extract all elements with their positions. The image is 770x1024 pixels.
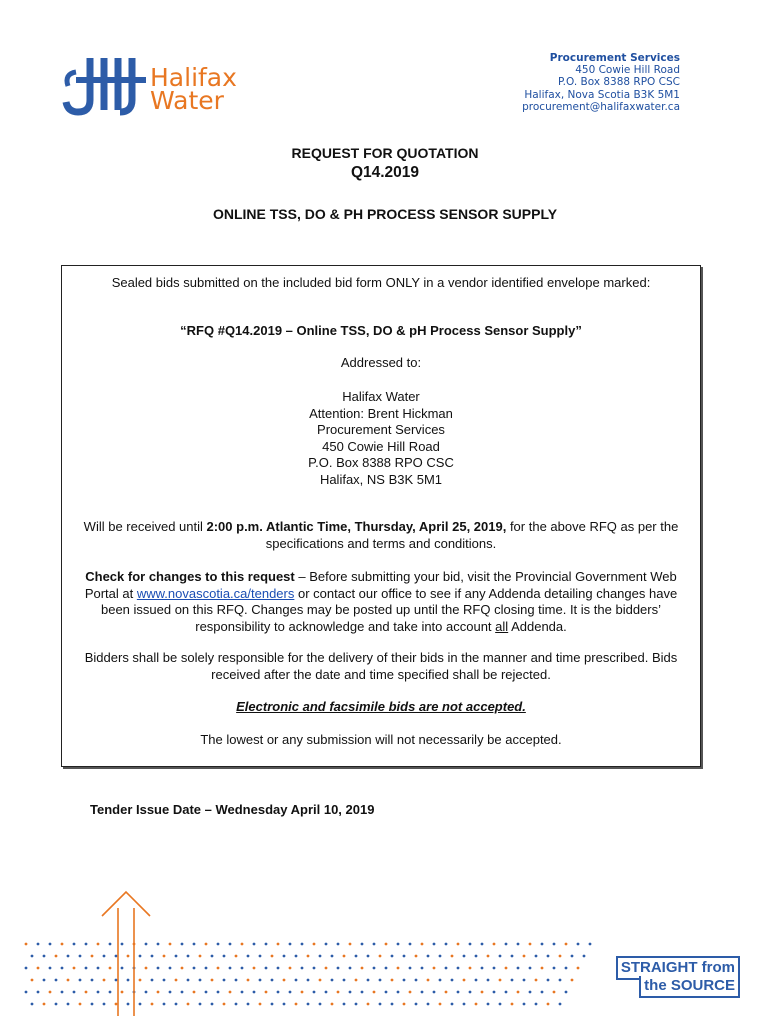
tenders-link[interactable]: www.novascotia.ca/tenders: [136, 585, 295, 601]
decor-dot: [403, 979, 406, 982]
decor-dot: [61, 943, 64, 946]
deadline-suffix: for the above RFQ as per the specifications and terms and conditions.: [265, 519, 679, 551]
decor-dot: [529, 967, 532, 970]
decor-dot: [211, 1003, 214, 1006]
decor-dot: [379, 979, 382, 982]
decor-dot: [349, 943, 352, 946]
decor-dot: [325, 967, 328, 970]
decor-dot: [535, 979, 538, 982]
decor-dot: [289, 967, 292, 970]
decor-dot: [529, 991, 532, 994]
decor-dot: [403, 955, 406, 958]
decor-dot: [433, 943, 436, 946]
check-label: Check for changes to this request: [85, 569, 295, 584]
decor-dot: [247, 979, 250, 982]
decor-dot: [361, 991, 364, 994]
decor-dot: [235, 979, 238, 982]
decor-dot: [67, 979, 70, 982]
decor-dot: [67, 955, 70, 958]
decor-dot: [331, 955, 334, 958]
decor-dot: [265, 943, 268, 946]
decor-dot: [265, 991, 268, 994]
decor-dot: [367, 955, 370, 958]
decor-dot: [397, 967, 400, 970]
decor-dot: [553, 991, 556, 994]
decor-dot: [361, 943, 364, 946]
electronic-bids-notice: Electronic and facsimile bids are not accepted.: [236, 699, 526, 714]
decor-dot: [397, 991, 400, 994]
bid-notice-box: [61, 265, 701, 767]
decor-dot: [337, 943, 340, 946]
decor-dot: [337, 991, 340, 994]
decor-dot: [415, 979, 418, 982]
decor-dot: [559, 979, 562, 982]
decor-dot: [91, 1003, 94, 1006]
decor-dot: [457, 991, 460, 994]
decor-dot: [193, 991, 196, 994]
decor-dot: [325, 943, 328, 946]
decor-dot: [61, 967, 64, 970]
decor-dot: [217, 943, 220, 946]
decor-dot: [541, 991, 544, 994]
decor-dot: [85, 943, 88, 946]
decor-dot: [31, 955, 34, 958]
decor-dot: [229, 967, 232, 970]
decor-dot: [463, 955, 466, 958]
decor-dot: [373, 943, 376, 946]
decor-dot: [475, 1003, 478, 1006]
decor-dot: [55, 1003, 58, 1006]
decor-dot: [223, 979, 226, 982]
decor-dot: [451, 955, 454, 958]
decor-dot: [163, 979, 166, 982]
decor-dot: [343, 1003, 346, 1006]
bidder-responsibility: Bidders shall be solely responsible for the delivery of their bids in the manner and time prescribed. Bids received after the date and time specified shall be rejected.: [84, 650, 678, 682]
decor-dot: [409, 943, 412, 946]
decor-dot: [85, 991, 88, 994]
decor-dot: [439, 955, 442, 958]
decor-dot: [295, 1003, 298, 1006]
decor-dot: [247, 955, 250, 958]
decor-dot: [535, 955, 538, 958]
decor-dot: [427, 955, 430, 958]
decor-dot: [181, 991, 184, 994]
decor-dot: [499, 1003, 502, 1006]
decor-dot: [577, 967, 580, 970]
decor-dot: [253, 967, 256, 970]
decor-dot: [349, 967, 352, 970]
decor-dot: [259, 1003, 262, 1006]
decor-dot: [241, 967, 244, 970]
decor-dot: [391, 979, 394, 982]
check-all: all: [495, 618, 509, 634]
contact-block: [522, 52, 680, 113]
contact-street: 450 Cowie Hill Road: [575, 64, 680, 77]
decor-dot: [271, 955, 274, 958]
decor-dot: [25, 967, 28, 970]
decor-dot: [313, 991, 316, 994]
decor-dot: [517, 967, 520, 970]
decor-dot: [379, 1003, 382, 1006]
submission-deadline: [70, 519, 692, 552]
decor-dot: [313, 967, 316, 970]
decor-dot: [553, 943, 556, 946]
decor-dot: [223, 1003, 226, 1006]
decor-dot: [463, 979, 466, 982]
decor-dot: [457, 943, 460, 946]
decor-dot: [31, 979, 34, 982]
decor-dot: [481, 991, 484, 994]
decor-dot: [67, 1003, 70, 1006]
decor-dot: [295, 979, 298, 982]
decor-dot: [241, 991, 244, 994]
decor-dot: [73, 991, 76, 994]
notice-intro: Sealed bids submitted on the included bid form ONLY in a vendor identified envelope marked:: [111, 275, 651, 290]
decor-dot: [175, 1003, 178, 1006]
decor-dot: [259, 979, 262, 982]
decor-dot: [277, 991, 280, 994]
decor-dot: [559, 1003, 562, 1006]
address-line: Attention: Brent Hickman: [309, 405, 453, 421]
decor-dot: [493, 991, 496, 994]
decor-dot: [379, 955, 382, 958]
decor-dot: [187, 1003, 190, 1006]
decor-dot: [91, 955, 94, 958]
decor-dot: [331, 1003, 334, 1006]
decor-dot: [253, 943, 256, 946]
decor-dot: [55, 955, 58, 958]
decor-dot: [217, 991, 220, 994]
decor-dot: [205, 967, 208, 970]
decor-dot: [583, 955, 586, 958]
decor-dot: [313, 943, 316, 946]
decor-dot: [79, 979, 82, 982]
slogan-line-2: the SOURCE: [639, 976, 740, 998]
decor-dot: [85, 967, 88, 970]
decor-dot: [445, 967, 448, 970]
decor-dot: [205, 991, 208, 994]
decor-dot: [157, 967, 160, 970]
straight-from-source-badge: [604, 956, 740, 998]
decor-dot: [277, 967, 280, 970]
decor-dot: [577, 943, 580, 946]
decor-dot: [307, 979, 310, 982]
decor-dot: [499, 955, 502, 958]
decor-dot: [487, 955, 490, 958]
decor-dot: [373, 967, 376, 970]
decor-dot: [487, 979, 490, 982]
decor-dot: [211, 979, 214, 982]
decor-dot: [295, 955, 298, 958]
decor-dot: [235, 955, 238, 958]
decor-dot: [511, 1003, 514, 1006]
decor-dot: [475, 955, 478, 958]
decor-dot: [433, 967, 436, 970]
decor-dot: [415, 1003, 418, 1006]
decor-dot: [529, 943, 532, 946]
decor-dot: [175, 955, 178, 958]
decor-dot: [271, 1003, 274, 1006]
decor-dot: [187, 979, 190, 982]
logo-line-1: Halifax: [150, 63, 237, 92]
decor-dot: [517, 943, 520, 946]
decor-dot: [181, 967, 184, 970]
decor-dot: [241, 943, 244, 946]
decor-dot: [427, 979, 430, 982]
addressed-to-heading: Addressed to:: [340, 355, 422, 370]
decor-dot: [79, 955, 82, 958]
decor-dot: [403, 1003, 406, 1006]
decor-dot: [217, 967, 220, 970]
decor-dot: [541, 967, 544, 970]
decor-dot: [385, 943, 388, 946]
decor-dot: [235, 1003, 238, 1006]
address-line: Halifax Water: [342, 389, 420, 404]
check-for-changes: [70, 569, 692, 635]
decor-dot: [181, 943, 184, 946]
decor-dot: [565, 943, 568, 946]
decor-dot: [49, 991, 52, 994]
decor-dot: [499, 979, 502, 982]
mailing-address: [62, 389, 700, 488]
contact-city: Halifax, Nova Scotia B3K 5M1: [524, 88, 680, 101]
decor-dot: [157, 991, 160, 994]
decor-dot: [439, 1003, 442, 1006]
decor-dot: [421, 991, 424, 994]
decor-dot: [469, 967, 472, 970]
decor-dot: [493, 943, 496, 946]
decor-dot: [319, 979, 322, 982]
decor-dot: [73, 967, 76, 970]
decor-dot: [175, 979, 178, 982]
decor-dot: [55, 979, 58, 982]
decor-dot: [43, 1003, 46, 1006]
decor-dot: [475, 979, 478, 982]
decor-dot: [397, 943, 400, 946]
decor-dot: [481, 943, 484, 946]
address-line: Procurement Services: [317, 422, 445, 437]
decor-dot: [409, 991, 412, 994]
decor-dot: [505, 943, 508, 946]
decor-dot: [79, 1003, 82, 1006]
decor-dot: [301, 991, 304, 994]
decor-dot: [367, 1003, 370, 1006]
decor-dot: [91, 979, 94, 982]
rfq-envelope-label: “RFQ #Q14.2019 – Online TSS, DO & pH Process Sensor Supply”: [180, 323, 582, 338]
decor-dot: [571, 955, 574, 958]
decor-dot: [37, 991, 40, 994]
decor-dot: [373, 991, 376, 994]
decor-dot: [523, 955, 526, 958]
decor-dot: [37, 943, 40, 946]
decor-dot: [517, 991, 520, 994]
decor-dot: [61, 991, 64, 994]
decor-dot: [211, 955, 214, 958]
decor-dot: [391, 1003, 394, 1006]
decor-dot: [289, 991, 292, 994]
check-text-3: Addenda.: [508, 618, 567, 634]
address-line: 450 Cowie Hill Road: [322, 438, 440, 454]
decor-dot: [391, 955, 394, 958]
decor-dot: [451, 979, 454, 982]
decor-dot: [307, 955, 310, 958]
rfq-number: Q14.2019: [350, 164, 420, 181]
decor-dot: [229, 991, 232, 994]
decor-dot: [169, 943, 172, 946]
decor-dot: [511, 979, 514, 982]
decor-dot: [229, 943, 232, 946]
decor-dot: [415, 955, 418, 958]
decor-dot: [283, 955, 286, 958]
decor-dot: [193, 943, 196, 946]
decor-dot: [523, 979, 526, 982]
tender-issue-date: Tender Issue Date – Wednesday April 10, 2019: [90, 802, 375, 817]
decor-dot: [247, 1003, 250, 1006]
decor-dot: [25, 943, 28, 946]
decor-dot: [571, 979, 574, 982]
decor-dot: [439, 979, 442, 982]
decor-dot: [259, 955, 262, 958]
decor-dot: [511, 955, 514, 958]
decor-dot: [25, 991, 28, 994]
decor-dot: [535, 1003, 538, 1006]
slogan-line-1: STRAIGHT from: [616, 956, 740, 980]
lowest-bid-notice: The lowest or any submission will not necessarily be accepted.: [200, 732, 562, 747]
decor-dot: [31, 1003, 34, 1006]
decor-dot: [325, 991, 328, 994]
deadline-datetime: 2:00 p.m. Atlantic Time, Thursday, April 25, 2019,: [206, 519, 507, 534]
decor-dot: [331, 979, 334, 982]
decor-dot: [505, 991, 508, 994]
check-text-1: – Before submitting your bid, visit the Provincial Government Web Portal at: [84, 569, 677, 601]
decor-dot: [169, 991, 172, 994]
decor-dot: [277, 943, 280, 946]
decor-dot: [421, 943, 424, 946]
decor-dot: [445, 943, 448, 946]
decor-dot: [163, 1003, 166, 1006]
decor-dot: [283, 979, 286, 982]
decor-dot: [283, 1003, 286, 1006]
decor-dot: [343, 979, 346, 982]
decor-dot: [349, 991, 352, 994]
decor-dot: [427, 1003, 430, 1006]
up-arrow-icon: [96, 886, 156, 1016]
decor-dot: [547, 1003, 550, 1006]
decor-dot: [43, 979, 46, 982]
decor-dot: [319, 955, 322, 958]
contact-po-box: P.O. Box 8388 RPO CSC: [557, 76, 680, 89]
contact-email[interactable]: procurement@halifaxwater.ca: [522, 100, 680, 113]
decor-dot: [187, 955, 190, 958]
decor-dot: [409, 967, 412, 970]
decor-dot: [445, 991, 448, 994]
logo-line-2: Water: [150, 86, 224, 115]
check-text-2: or contact our office to see if any Addenda detailing changes have been issued on this RFQ. Changes may be posted up until the RFQ closing time. It is the bidders’ responsibility to acknowledge and take into account: [100, 585, 678, 634]
decor-dot: [361, 967, 364, 970]
decor-dot: [193, 967, 196, 970]
decor-dot: [223, 955, 226, 958]
decor-dot: [301, 943, 304, 946]
decor-dot: [481, 967, 484, 970]
decor-dot: [565, 991, 568, 994]
decor-dot: [43, 955, 46, 958]
decor-dot: [553, 967, 556, 970]
decor-dot: [505, 967, 508, 970]
decor-dot: [301, 967, 304, 970]
decor-dot: [433, 991, 436, 994]
decor-dot: [271, 979, 274, 982]
decor-dot: [355, 955, 358, 958]
decor-dot: [355, 1003, 358, 1006]
decor-dot: [367, 979, 370, 982]
decor-dot: [37, 967, 40, 970]
decor-dot: [457, 967, 460, 970]
address-line: Halifax, NS B3K 5M1: [319, 471, 443, 487]
decor-dot: [307, 1003, 310, 1006]
decor-dot: [559, 955, 562, 958]
deadline-prefix: Will be received until: [83, 519, 207, 534]
decor-dot: [289, 943, 292, 946]
decor-dot: [199, 955, 202, 958]
decor-dot: [523, 1003, 526, 1006]
decor-dot: [565, 967, 568, 970]
decor-dot: [469, 991, 472, 994]
decor-dot: [265, 967, 268, 970]
decor-dot: [253, 991, 256, 994]
decor-dot: [541, 943, 544, 946]
decor-dot: [157, 943, 160, 946]
decor-dot: [343, 955, 346, 958]
decor-dot: [205, 943, 208, 946]
decor-dot: [589, 943, 592, 946]
decor-dot: [547, 979, 550, 982]
decor-dot: [49, 943, 52, 946]
decor-dot: [487, 1003, 490, 1006]
decor-dot: [385, 991, 388, 994]
decor-dot: [319, 1003, 322, 1006]
decor-dot: [463, 1003, 466, 1006]
document-title: REQUEST FOR QUOTATION: [291, 145, 479, 161]
decor-dot: [385, 967, 388, 970]
decor-dot: [469, 943, 472, 946]
decor-dot: [493, 967, 496, 970]
decor-dot: [169, 967, 172, 970]
decor-dot: [547, 955, 550, 958]
decor-dot: [73, 943, 76, 946]
decor-dot: [355, 979, 358, 982]
contact-department: Procurement Services: [549, 52, 680, 64]
logo-wordmark: [150, 63, 237, 115]
rfq-subject: ONLINE TSS, DO & PH PROCESS SENSOR SUPPLY: [212, 206, 558, 222]
address-line: P.O. Box 8388 RPO CSC: [308, 455, 454, 470]
decor-dot: [451, 1003, 454, 1006]
decor-dot: [163, 955, 166, 958]
decor-dot: [421, 967, 424, 970]
decor-dot: [199, 1003, 202, 1006]
decor-dot: [337, 967, 340, 970]
decor-dot: [49, 967, 52, 970]
decor-dot: [199, 979, 202, 982]
